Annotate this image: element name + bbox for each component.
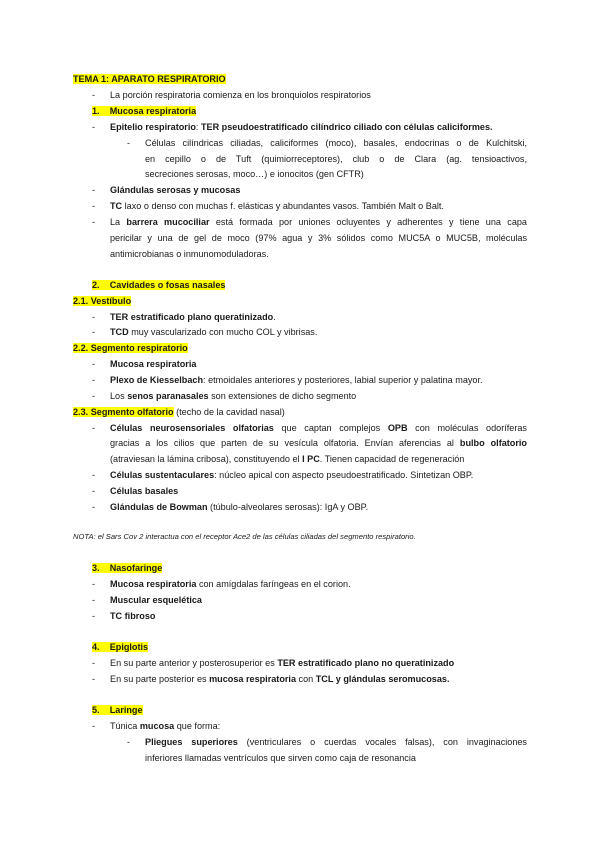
olf-item-2: Células sustentaculares: núcleo apical con aspecto pseudoestratificado. Sintetizan OBP.	[110, 470, 474, 480]
glandulas-item: Glándulas serosas y mucosas	[110, 185, 241, 195]
barrera-line-2: pericilar y una de gel de moco (97% agua y 3% sólidos como MUC5A o MUC5B, moléculas	[110, 233, 527, 243]
bullet-dash: -	[92, 201, 96, 211]
resp-item-1: Mucosa respiratoria	[110, 359, 197, 369]
section-2-heading: 2. Cavidades o fosas nasales	[92, 280, 226, 290]
bullet-dash: -	[92, 90, 96, 100]
olf-item-1-line-3: (atraviesan la lámina cribosa), constituyendo el I PC. Tienen capacidad de regeneración	[110, 454, 465, 464]
bullet-dash: -	[92, 312, 96, 322]
bullet-dash: -	[92, 359, 96, 369]
barrera-line-3: antimicrobianas o inmunomoduladoras.	[110, 249, 269, 259]
section-5-heading: 5. Laringe	[92, 705, 143, 715]
section-1-heading: 1. Mucosa respiratoria	[92, 106, 197, 116]
bullet-dash: -	[92, 579, 96, 589]
laringe-item-1: Túnica mucosa que forma:	[110, 721, 221, 731]
olf-item-3: Células basales	[110, 486, 179, 496]
vestibulo-item-2: TCD muy vascularizado con mucho COL y vibrisas.	[110, 327, 318, 337]
epitelio-item: Epitelio respiratorio: TER pseudoestratificado cilíndrico ciliado con células caliciformes.	[110, 122, 493, 132]
resp-item-3: Los senos paranasales son extensiones de dicho segmento	[110, 391, 357, 401]
bullet-dash: -	[92, 122, 96, 132]
bullet-dash: -	[92, 658, 96, 668]
section-3-heading: 3. Nasofaringe	[92, 563, 163, 573]
cells-line-1: Células cilíndricas ciliadas, caliciformes (moco), basales, endocrinas o de Kulchitski,	[145, 138, 527, 148]
bullet-dash: -	[92, 375, 96, 385]
epiglotis-item-1: En su parte anterior y posterosuperior es TER estratificado plano no queratinizado	[110, 658, 455, 668]
olf-item-1-line-1: Células neurosensoriales olfatorias que captan complejos OPB con moléculas odoríferas	[110, 423, 527, 433]
bullet-dash: -	[92, 674, 96, 684]
cells-line-2: en cepillo o de Tuft (quimiorreceptores), club o de Clara (ag. tensioactivos,	[145, 154, 527, 164]
vestibulo-heading: 2.1. Vestíbulo	[73, 296, 132, 306]
bullet-dash: -	[92, 327, 96, 337]
segmento-respiratorio-heading: 2.2. Segmento respiratorio	[73, 343, 188, 353]
bullet-dash: -	[92, 391, 96, 401]
section-4-heading: 4. Epiglotis	[92, 642, 149, 652]
barrera-line-1: La barrera mucociliar está formada por uniones ocluyentes y adherentes y tiene una capa	[110, 217, 527, 227]
vestibulo-item-1: TER estratificado plano queratinizado.	[110, 312, 276, 322]
bullet-dash: -	[92, 185, 96, 195]
olf-item-1-line-2: gracias a los cilios que parten de su vesícula olfatoria. Envían aferencias al bulbo olfatorio	[110, 438, 527, 448]
bullet-dash: -	[127, 737, 131, 747]
nasofaringe-item-1: Mucosa respiratoria con amígdalas faríngeas en el corion.	[110, 579, 351, 589]
tc-item: TC laxo o denso con muchas f. elásticas y abundantes vasos. También Malt o Balt.	[110, 201, 444, 211]
bullet-dash: -	[92, 611, 96, 621]
nasofaringe-item-2: Muscular esquelética	[110, 595, 202, 605]
bullet-dash: -	[92, 217, 96, 227]
bullet-dash: -	[92, 595, 96, 605]
pliegues-line-1: Pliegues superiores (ventriculares o cuerdas vocales falsas), con invaginaciones	[145, 737, 527, 747]
bullet-dash: -	[92, 486, 96, 496]
bullet-dash: -	[92, 502, 96, 512]
document-title: TEMA 1: APARATO RESPIRATORIO	[73, 74, 226, 84]
bullet-dash: -	[127, 138, 131, 148]
olf-item-4: Glándulas de Bowman (túbulo-alveolares serosas): IgA y OBP.	[110, 502, 369, 512]
bullet-dash: -	[92, 721, 96, 731]
cells-line-3: secreciones serosas, moco…) e ionocitos (gen CFTR)	[145, 169, 364, 179]
bullet-dash: -	[92, 470, 96, 480]
resp-item-2: Plexo de Kiesselbach: etmoidales anteriores y posteriores, labial superior y palatina mayor.	[110, 375, 483, 385]
segmento-olfatorio-heading: 2.3. Segmento olfatorio (techo de la cavidad nasal)	[73, 407, 285, 417]
nasofaringe-item-3: TC fibroso	[110, 611, 156, 621]
pliegues-line-2: inferiores llamadas ventrículos que sirven como caja de resonancia	[145, 753, 416, 763]
epiglotis-item-2: En su parte posterior es mucosa respiratoria con TCL y glándulas seromucosas.	[110, 674, 450, 684]
note-text: NOTA: el Sars Cov 2 interactua con el receptor Ace2 de las células ciliadas del segmento respiratorio.	[73, 532, 416, 541]
bullet-dash: -	[92, 423, 96, 433]
intro-text: La porción respiratoria comienza en los bronquiolos respiratorios	[110, 90, 371, 100]
